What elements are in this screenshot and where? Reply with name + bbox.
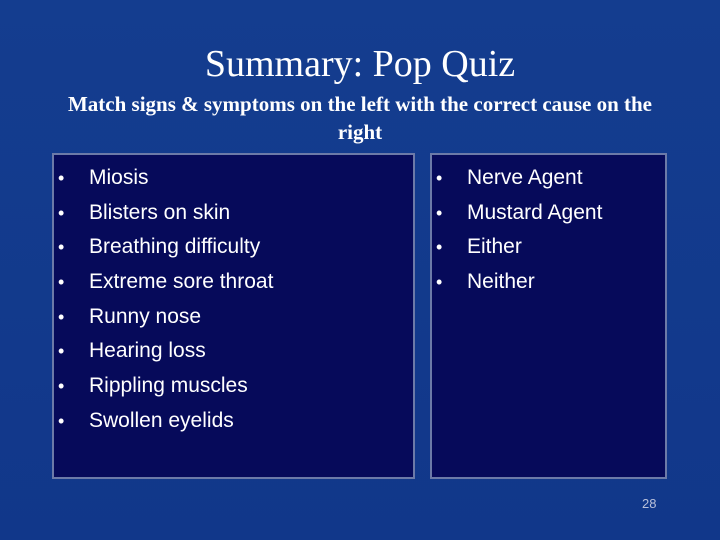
- symptom-label: Hearing loss: [89, 339, 206, 363]
- symptom-label: Miosis: [89, 166, 149, 189]
- symptom-label: Swollen eyelids: [89, 408, 234, 432]
- bullet-icon: •: [58, 272, 65, 293]
- bullet-icon: •: [58, 168, 65, 188]
- bullet-icon: •: [436, 272, 443, 293]
- symptom-label: Runny nose: [89, 304, 202, 328]
- cause-label: Either: [467, 235, 522, 259]
- cause-label: Nerve Agent: [467, 166, 583, 189]
- bullet-icon: •: [58, 410, 65, 431]
- symptoms-panel: [52, 153, 415, 479]
- symptom-label: Breathing difficulty: [89, 235, 261, 259]
- page-number: 28: [642, 496, 657, 511]
- cause-label: Mustard Agent: [467, 200, 603, 224]
- bullet-icon: •: [58, 202, 65, 223]
- symptom-label: Blisters on skin: [89, 200, 231, 224]
- slide-subtitle: Match signs & symptoms on the left with the correct cause on the right: [67, 92, 653, 144]
- cause-label: Neither: [467, 270, 535, 294]
- symptom-label: Extreme sore throat: [89, 270, 274, 294]
- bullet-icon: •: [436, 168, 443, 188]
- bullet-icon: •: [58, 376, 65, 397]
- symptom-label: Rippling muscles: [89, 374, 248, 398]
- bullet-icon: •: [436, 202, 443, 223]
- causes-panel: [430, 153, 667, 479]
- bullet-icon: •: [58, 341, 65, 362]
- slide-title: Summary: Pop Quiz: [204, 43, 516, 85]
- bullet-icon: •: [58, 306, 65, 327]
- bullet-icon: •: [436, 237, 443, 258]
- bullet-icon: •: [58, 237, 65, 258]
